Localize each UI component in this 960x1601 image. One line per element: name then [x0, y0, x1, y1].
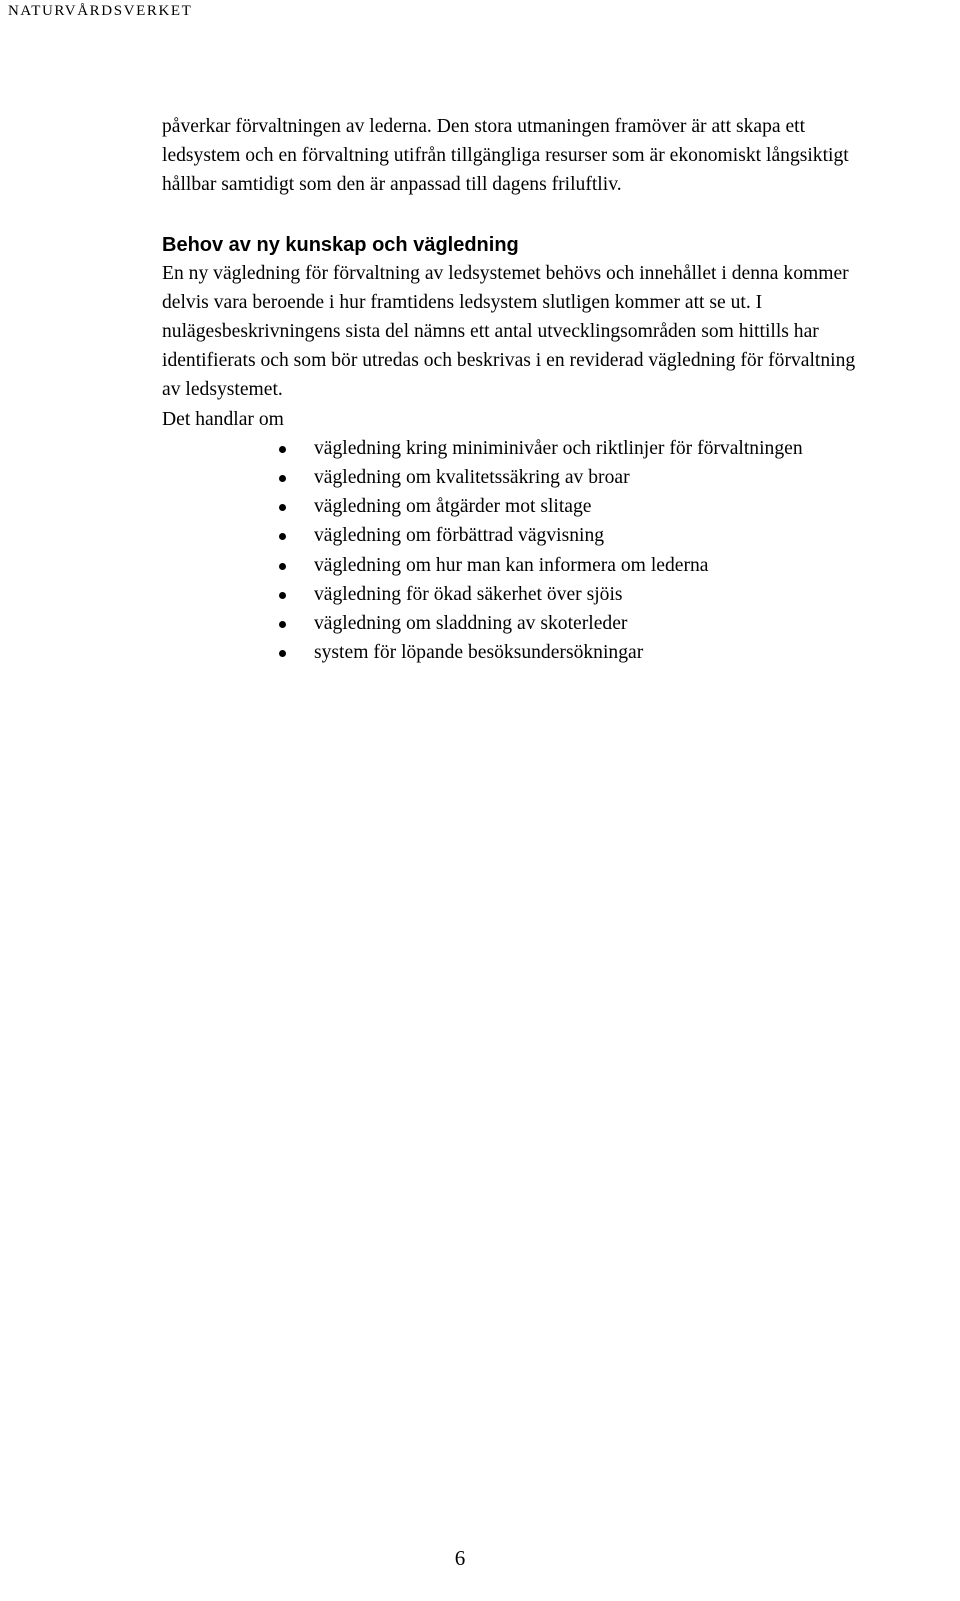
bullet-icon [279, 475, 286, 482]
list-item [162, 492, 952, 521]
section-paragraph: En ny vägledning för förvaltning av ledsystemet behövs och innehållet i denna kommer delvis vara beroende i hur framtidens ledsystem slutligen kommer att se ut. I nulägesbeskrivningens sista del nämns ett antal utvecklingsområden som hittills har identifierats och som bör utredas och beskrivas i en reviderad vägledning för förvaltning av ledsystemet. [162, 262, 856, 401]
bullet-icon [279, 563, 286, 570]
list-item [162, 580, 952, 609]
bullet-icon [279, 621, 286, 628]
list-intro: Det handlar om [162, 408, 284, 430]
list-item [162, 521, 952, 550]
list-item-text: vägledning om sladdning av skoterleder [314, 613, 628, 635]
bullet-icon [279, 533, 286, 540]
list-item-text: vägledning om åtgärder mot slitage [314, 496, 592, 518]
list-item-text: vägledning för ökad säkerhet över sjöis [314, 583, 623, 605]
organization-header: NATURVÅRDSVERKET [8, 3, 193, 19]
bullet-icon [279, 592, 286, 599]
list-item [162, 463, 952, 492]
document-body [162, 112, 952, 667]
list-item [162, 638, 952, 667]
list-item-text: vägledning om kvalitetssäkring av broar [314, 467, 630, 489]
bullet-icon [279, 446, 286, 453]
list-item-text: vägledning om förbättrad vägvisning [314, 525, 605, 547]
list-item-text: vägledning om hur man kan informera om lederna [314, 554, 709, 576]
intro-paragraph: påverkar förvaltningen av lederna. Den stora utmaningen framöver är att skapa ett ledsystem och en förvaltning utifrån tillgängliga resurser som är ekonomiskt långsiktigt hållbar samtidigt som den är anpassad till dagens friluftliv. [162, 116, 849, 196]
list-item [162, 609, 952, 638]
bullet-icon [279, 504, 286, 511]
bullet-icon [279, 650, 286, 657]
bullet-list [162, 434, 952, 668]
list-item-text: vägledning kring miniminivåer och riktlinjer för förvaltningen [314, 437, 803, 459]
list-item-text: system för löpande besöksundersökningar [314, 642, 644, 664]
section-heading: Behov av ny kunskap och vägledning [162, 233, 519, 256]
list-item [162, 551, 952, 580]
list-item [162, 434, 952, 463]
page-number: 6 [454, 1546, 466, 1570]
